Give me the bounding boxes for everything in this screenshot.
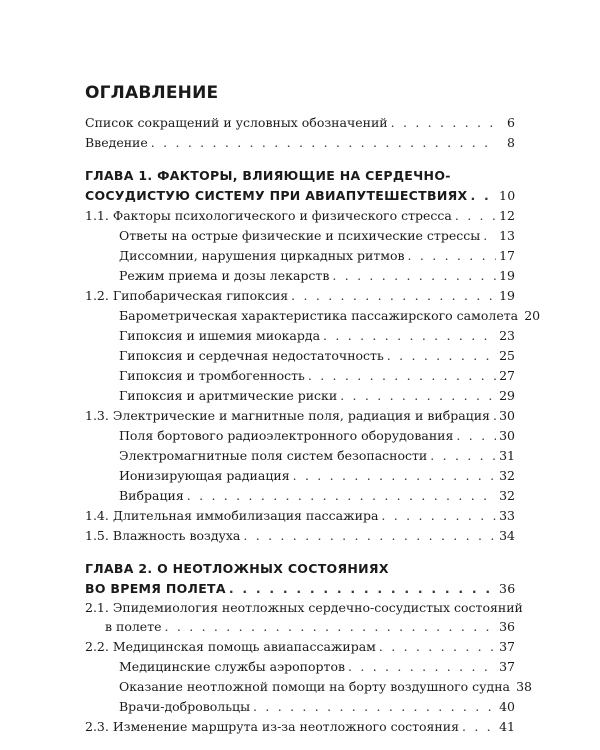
toc-entry-text: 1.3. Электрические и магнитные поля, радиация и вибрация (85, 408, 490, 423)
toc-subentry[interactable] (85, 657, 515, 677)
toc-entry-text: 1.2. Гипобарическая гипоксия (85, 288, 289, 303)
toc-entry-text: Поля бортового радиоэлектронного оборудования (119, 428, 454, 443)
toc-subentry[interactable] (85, 346, 515, 366)
dot-leader (229, 579, 496, 599)
toc-page-number: 27 (499, 368, 515, 383)
toc-entry-continuation (85, 617, 515, 637)
toc-entry-1-1[interactable] (85, 206, 515, 226)
toc-page-number: 41 (499, 719, 515, 734)
toc-page-number: 23 (499, 328, 515, 343)
toc-page-number: 37 (499, 659, 515, 674)
chapter-title-line2-row (85, 579, 515, 599)
toc-page-number: 13 (499, 228, 515, 243)
toc-page-number: 25 (499, 348, 515, 363)
toc-entry-text: Гипоксия и ишемия миокарда (119, 328, 321, 343)
toc-page-number: 10 (499, 188, 516, 203)
toc-entry-introduction[interactable] (85, 133, 515, 153)
toc-page-number: 31 (499, 448, 515, 463)
toc-subentry[interactable] (85, 446, 515, 466)
toc-page-number: 20 (524, 308, 541, 323)
toc-entry-1-3[interactable] (85, 406, 515, 426)
dot-leader (165, 617, 496, 637)
toc-entry-text: 1.1. Факторы психологического и физического стресса (85, 208, 452, 223)
dot-leader (151, 133, 496, 153)
dot-leader (291, 286, 496, 306)
dot-leader (462, 717, 496, 737)
toc-list (85, 113, 541, 737)
dot-leader (408, 246, 496, 266)
toc-entry-text: Гипоксия и аритмические риски (119, 388, 338, 403)
toc-subentry[interactable] (85, 386, 515, 406)
toc-entry-text: Медицинские службы аэропортов (119, 659, 346, 674)
dot-leader (381, 506, 496, 526)
toc-entry-text: Врачи-добровольцы (119, 699, 251, 714)
toc-page-number: 40 (499, 699, 515, 714)
dot-leader (493, 406, 496, 426)
toc-entry-text: Режим приема и дозы лекарств (119, 268, 330, 283)
toc-subentry[interactable] (85, 306, 541, 326)
toc-entry-text: 2.3. Изменение маршрута из-за неотложного состояния (85, 719, 459, 734)
dot-leader (456, 426, 496, 446)
toc-page-number: 36 (499, 581, 516, 596)
toc-subentry[interactable] (85, 266, 515, 286)
toc-page-number: 37 (499, 639, 515, 654)
toc-subentry[interactable] (85, 677, 532, 697)
toc-entry-text: Гипоксия и сердечная недостаточность (119, 348, 384, 363)
toc-entry-2-1[interactable] (85, 599, 523, 637)
toc-page-number: 30 (499, 428, 515, 443)
toc-subentry[interactable] (85, 466, 515, 486)
dot-leader (293, 466, 496, 486)
dot-leader (308, 366, 496, 386)
chapter-title-line2: ВО ВРЕМЯ ПОЛЕТА (85, 581, 226, 596)
chapter-title-line1: ГЛАВА 2. О НЕОТЛОЖНЫХ СОСТОЯНИЯХ (85, 561, 389, 576)
toc-entry-text: Введение (85, 135, 148, 150)
toc-subentry[interactable] (85, 366, 515, 386)
toc-entry-text: 1.4. Длительная иммобилизация пассажира (85, 508, 379, 523)
toc-page-number: 34 (499, 528, 515, 543)
toc-entry-text: 1.5. Влажность воздуха (85, 528, 241, 543)
toc-entry-2-3[interactable] (85, 717, 515, 737)
toc-page-number: 33 (499, 508, 515, 523)
dot-leader (430, 446, 496, 466)
toc-entry-text: Барометрическая характеристика пассажирского самолета (119, 308, 519, 323)
toc-entry-text: Список сокращений и условных обозначений (85, 115, 388, 130)
toc-entry-text: Оказание неотложной помощи на борту воздушного судна (119, 679, 510, 694)
dot-leader (323, 326, 496, 346)
chapter-title-line2-row (85, 186, 515, 206)
toc-entry-text: Диссомнии, нарушения циркадных ритмов (119, 248, 405, 263)
toc-page-number: 6 (507, 115, 515, 130)
dot-leader (470, 186, 496, 206)
toc-chapter-2[interactable] (85, 559, 515, 599)
toc-page-number: 29 (499, 388, 515, 403)
dot-leader (253, 697, 496, 717)
dot-leader (455, 206, 496, 226)
toc-subentry[interactable] (85, 246, 515, 266)
toc-entry-1-5[interactable] (85, 526, 515, 546)
toc-page-number: 38 (516, 679, 532, 694)
toc-page-number: 19 (499, 288, 515, 303)
toc-entry-text: 2.2. Медицинская помощь авиапассажирам (85, 639, 376, 654)
toc-subentry[interactable] (85, 697, 515, 717)
toc-page-number: 36 (499, 619, 515, 634)
chapter-title-line2: СОСУДИСТУЮ СИСТЕМУ ПРИ АВИАПУТЕШЕСТВИЯХ (85, 188, 468, 203)
toc-subentry[interactable] (85, 226, 515, 246)
toc-subentry[interactable] (85, 426, 515, 446)
dot-leader (379, 637, 496, 657)
chapter-title-line1: ГЛАВА 1. ФАКТОРЫ, ВЛИЯЮЩИЕ НА СЕРДЕЧНО- (85, 168, 451, 183)
dot-leader (187, 486, 496, 506)
toc-page-number: 32 (499, 488, 515, 503)
toc-entry-1-2[interactable] (85, 286, 515, 306)
dot-leader (332, 266, 496, 286)
toc-entry-text: Электромагнитные поля систем безопасности (119, 448, 428, 463)
toc-chapter-1[interactable] (85, 166, 515, 206)
toc-entry-text: Вибрация (119, 488, 184, 503)
toc-entry-text: Ответы на острые физические и психические стрессы (119, 228, 481, 243)
toc-page-number: 32 (499, 468, 515, 483)
toc-subentry[interactable] (85, 326, 515, 346)
dot-leader (348, 657, 496, 677)
toc-page-number: 30 (499, 408, 515, 423)
toc-page-number: 8 (507, 135, 515, 150)
dot-leader (243, 526, 496, 546)
toc-entry-abbreviations[interactable] (85, 113, 515, 133)
dot-leader (391, 113, 496, 133)
dot-leader (387, 346, 496, 366)
toc-page-number: 19 (499, 268, 515, 283)
toc-entry-text: Гипоксия и тромбогенность (119, 368, 305, 383)
toc-entry-text: 2.1. Эпидемиология неотложных сердечно-сосудистых состояний (85, 600, 523, 615)
toc-page-number: 12 (499, 208, 515, 223)
toc-entry-text: в полете (105, 619, 162, 634)
toc-page-number: 17 (499, 248, 515, 263)
dot-leader (483, 226, 496, 246)
dot-leader (340, 386, 496, 406)
toc-title: ОГЛАВЛЕНИЕ (85, 83, 219, 103)
toc-entry-2-2[interactable] (85, 637, 515, 657)
toc-entry-text: Ионизирующая радиация (119, 468, 290, 483)
toc-entry-1-4[interactable] (85, 506, 515, 526)
toc-subentry[interactable] (85, 486, 515, 506)
